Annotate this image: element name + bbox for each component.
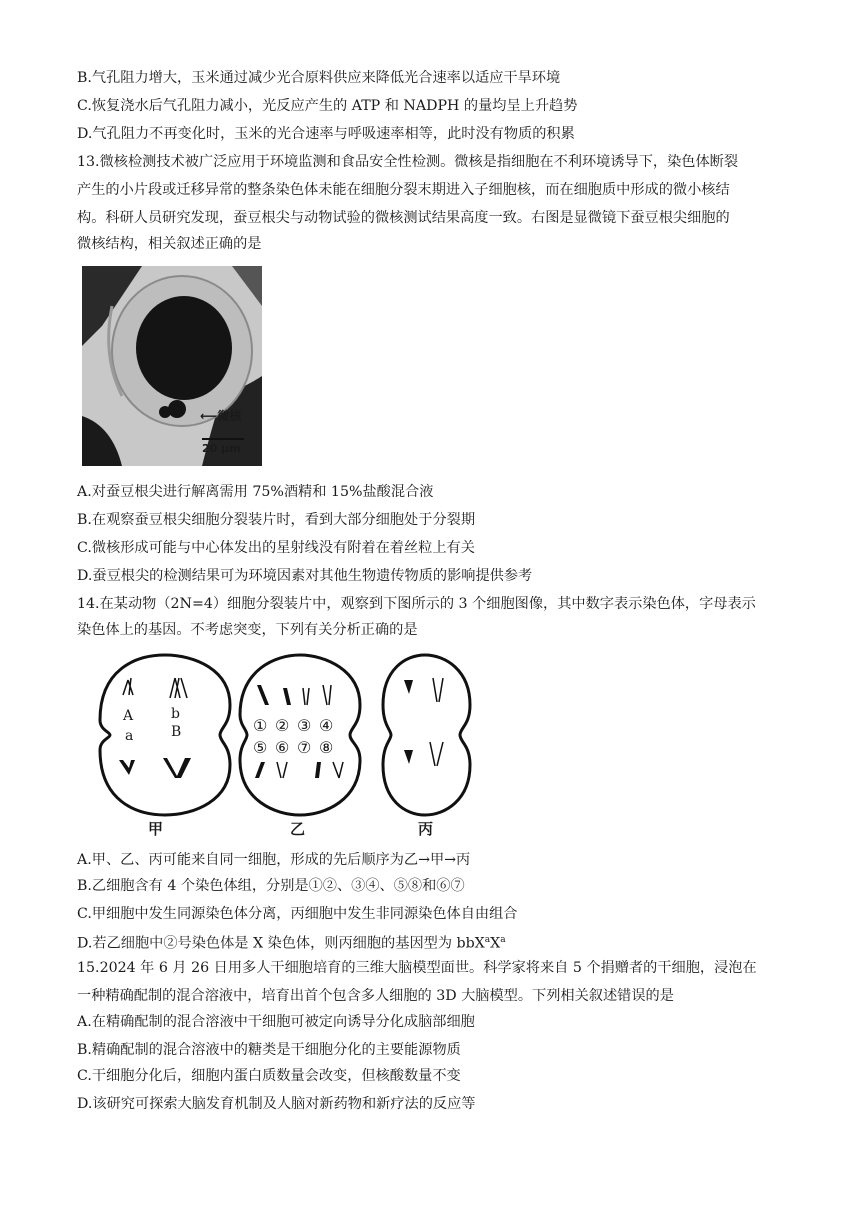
- micronucleus-arrow-label: [200, 407, 241, 424]
- micronucleus-label: 微核: [217, 409, 242, 423]
- option-b-prev: B.气孔阻力增大，玉米通过减少光合原料供应来降低光合速率以适应干旱环境: [77, 70, 561, 86]
- q13-option-a: A.对蚕豆根尖进行解离需用 75%酒精和 15%盐酸混合液: [77, 484, 434, 500]
- q15-option-c: C.干细胞分化后，细胞内蛋白质数量会改变，但核酸数量不变: [77, 1068, 461, 1084]
- cell-label-jia: 甲: [148, 820, 164, 838]
- q15-stem-line-1: 15.2024 年 6 月 26 日用多人干细胞培育的三维大脑模型面世。科学家将来自 5 个捐赠者的干细胞，浸泡在: [77, 960, 757, 976]
- micrograph-image: [82, 266, 262, 466]
- chromosome-number-1: ①: [253, 716, 268, 735]
- q13-option-b: B.在观察蚕豆根尖细胞分裂装片时，看到大部分细胞处于分裂期: [77, 512, 476, 528]
- q14-option-d: [77, 930, 506, 954]
- arrow-icon: ⟵: [200, 409, 218, 423]
- chromosome-number-8: ⑧: [319, 738, 334, 757]
- q13-stem-line-3: 构。科研人员研究发现，蚕豆根尖与动物试验的微核测试结果高度一致。右图是显微镜下蚕豆根尖细胞的: [77, 210, 730, 226]
- cell-label-bing: 丙: [418, 820, 434, 838]
- chromosome-number-5: ⑤: [253, 738, 268, 757]
- chromosome-number-3: ③: [297, 716, 312, 735]
- scale-bar: [202, 438, 244, 440]
- q13-stem-line-1: 13.微核检测技术被广泛应用于环境监测和食品安全性检测。微核是指细胞在不利环境诱导下，染色体断裂: [77, 154, 739, 170]
- jia-bottom-chromosomes: [119, 758, 191, 778]
- q14-option-d-sup1: a: [484, 935, 491, 945]
- cell-diagram-svg: [95, 650, 485, 820]
- q14-stem-line-2: 染色体上的基因。不考虑突变，下列有关分析正确的是: [77, 622, 418, 638]
- chromosome-number-2: ②: [275, 716, 290, 735]
- q15-option-b: B.精确配制的混合溶液中的糖类是干细胞分化的主要能源物质: [77, 1042, 461, 1058]
- q14-option-d-mid: X: [490, 935, 501, 952]
- option-d-prev: D.气孔阻力不再变化时，玉米的光合速率与呼吸速率相等，此时没有物质的积累: [77, 126, 575, 142]
- cell-division-diagram: [95, 650, 485, 840]
- gene-label-A: A: [123, 708, 134, 724]
- jia-top-chromosomes: [123, 678, 187, 698]
- gene-label-B: B: [171, 724, 182, 740]
- q13-option-c: C.微核形成可能与中心体发出的星射线没有附着在着丝粒上有关: [77, 540, 475, 556]
- q14-option-b: B.乙细胞含有 4 个染色体组，分别是①②、③④、⑤⑧和⑥⑦: [77, 878, 465, 894]
- option-c-prev: C.恢复浇水后气孔阻力减小，光反应产生的 ATP 和 NADPH 的量均呈上升趋势: [77, 98, 578, 114]
- yi-top-chromosomes: [257, 685, 291, 705]
- q14-option-d-sup2: a: [500, 935, 506, 945]
- q15-stem-line-2: 一种精确配制的混合溶液中，培育出首个包含多人细胞的 3D 大脑模型。下列相关叙述错误的是: [77, 988, 674, 1004]
- chromosome-number-6: ⑥: [275, 738, 290, 757]
- q13-option-d: D.蚕豆根尖的检测结果可为环境因素对其他生物遗传物质的影响提供参考: [77, 568, 533, 584]
- gene-label-a: a: [125, 728, 134, 744]
- micronucleus-micrograph: [82, 266, 262, 466]
- cell-label-yi: 乙: [290, 820, 306, 838]
- q13-stem-line-4: 微核结构，相关叙述正确的是: [77, 236, 262, 252]
- bing-chromosomes: [404, 680, 413, 764]
- q15-option-a: A.在精确配制的混合溶液中干细胞可被定向诱导分化成脑部细胞: [77, 1014, 475, 1030]
- q14-option-d-text: D.若乙细胞中②号染色体是 X 染色体，则丙细胞的基因型为 bbX: [77, 935, 485, 952]
- q15-option-d: D.该研究可探索大脑发育机制及人脑对新药物和新疗法的反应等: [77, 1096, 476, 1112]
- q14-option-c: C.甲细胞中发生同源染色体分离，丙细胞中发生非同源染色体自由组合: [77, 906, 518, 922]
- scale-label: 20 μm: [202, 442, 241, 455]
- chromosome-number-7: ⑦: [297, 738, 312, 757]
- q14-option-a: A.甲、乙、丙可能来自同一细胞，形成的先后顺序为乙→甲→丙: [77, 852, 471, 868]
- q13-stem-line-2: 产生的小片段或迁移异常的整条染色体未能在细胞分裂末期进入子细胞核，而在细胞质中形成的微小核结: [77, 182, 730, 198]
- chromosome-number-4: ④: [319, 716, 334, 735]
- gene-label-b: b: [171, 706, 180, 722]
- q14-stem-line-1: 14.在某动物（2N=4）细胞分裂装片中，观察到下图所示的 3 个细胞图像，其中数字表示染色体，字母表示: [77, 596, 756, 612]
